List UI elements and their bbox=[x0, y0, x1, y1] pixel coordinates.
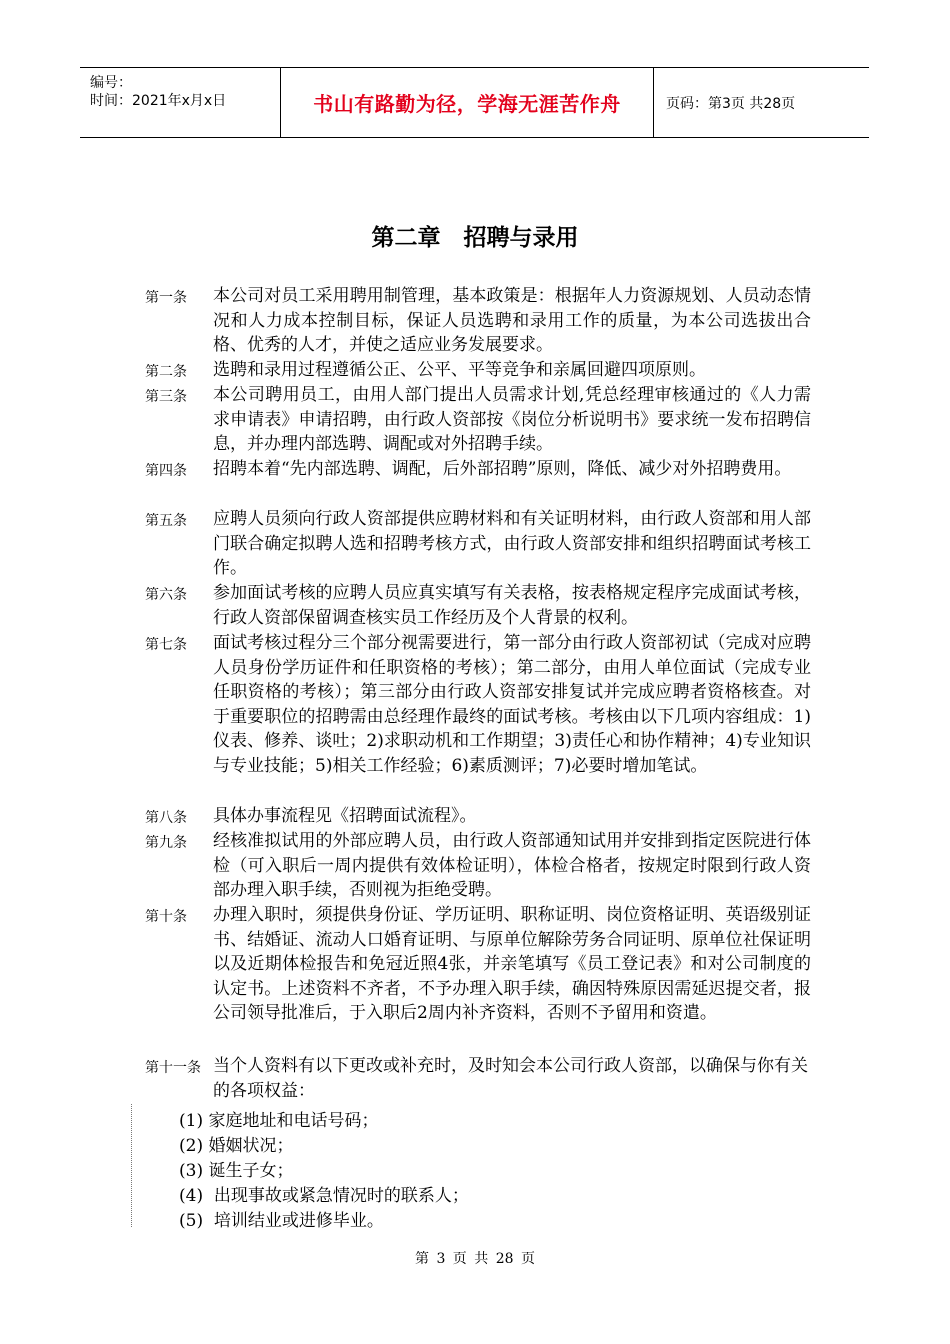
article-2 bbox=[145, 358, 825, 383]
article-label: 第四条 bbox=[145, 463, 187, 479]
article-text: 经核准拟试用的外部应聘人员，由行政人资部通知试用并安排到指定医院进行体检（可入职后一周内提供有效体检证明），体检合格者，按规定时限到行政人资部办理入职手续，否则视为拒绝受聘。 bbox=[213, 831, 811, 901]
article-text: 具体办事流程见《招聘面试流程》。 bbox=[213, 806, 477, 826]
list-item: (4) 出现事故或紧急情况时的联系人； bbox=[179, 1186, 469, 1206]
header-meta bbox=[80, 68, 281, 137]
header-page-info: 页码：第3页 共28页 bbox=[666, 96, 796, 112]
article-label: 第三条 bbox=[145, 389, 187, 405]
article-label: 第八条 bbox=[145, 810, 187, 826]
article-label: 第十条 bbox=[145, 909, 187, 925]
article-11 bbox=[145, 1054, 825, 1103]
header-motto: 书山有路勤为径，学海无涯苦作舟 bbox=[281, 68, 654, 137]
article-10 bbox=[145, 903, 825, 1026]
article-3 bbox=[145, 383, 825, 457]
article-label: 第二条 bbox=[145, 364, 187, 380]
article-text: 招聘本着“先内部选聘、调配，后外部招聘”原则，降低、减少对外招聘费用。 bbox=[213, 459, 792, 479]
chapter-title: 第二章 招聘与录用 bbox=[371, 225, 579, 251]
list-item: (3) 诞生子女； bbox=[179, 1161, 294, 1181]
article-8 bbox=[145, 804, 825, 829]
article-label: 第十一条 bbox=[145, 1060, 201, 1076]
article-label: 第七条 bbox=[145, 637, 187, 653]
article-text: 选聘和录用过程遵循公正、公平、平等竞争和亲属回避四项原则。 bbox=[213, 360, 706, 380]
article-text: 办理入职时，须提供身份证、学历证明、职称证明、岗位资格证明、英语级别证书、结婚证、流动人口婚育证明、与原单位解除劳务合同证明、原单位社保证明以及近期体检报告和免冠近照4张，并亲笔填写《员工登记表》和对公司制度的认定书。上述资料不齐者，不予办理入职手续，确因特殊原因需延迟提交者，报公司领导批准后，于入职后2周内补齐资料，否则不予留用和资遣。 bbox=[213, 905, 811, 1024]
header-time: 时间：2021年x月x日 bbox=[90, 93, 227, 109]
article-label: 第九条 bbox=[145, 835, 187, 851]
header-number: 编号： bbox=[90, 75, 132, 91]
article-text: 应聘人员须向行政人资部提供应聘材料和有关证明材料，由行政人资部和用人部门联合确定拟聘人选和招聘考核方式，由行政人资部安排和组织招聘面试考核工作。 bbox=[213, 509, 811, 579]
article-6 bbox=[145, 581, 825, 630]
page-header bbox=[80, 67, 869, 138]
article-9 bbox=[145, 829, 825, 903]
article-4 bbox=[145, 457, 825, 482]
article-label: 第五条 bbox=[145, 513, 187, 529]
article-label: 第一条 bbox=[145, 290, 187, 306]
article-7 bbox=[145, 631, 825, 779]
article-label: 第六条 bbox=[145, 587, 187, 603]
article-text: 当个人资料有以下更改或补充时，及时知会本公司行政人资部，以确保与你有关的各项权益： bbox=[213, 1056, 808, 1101]
article-text: 面试考核过程分三个部分视需要进行，第一部分由行政人资部初试（完成对应聘人员身份学历证件和任职资格的考核）；第二部分，由用人单位面试（完成专业任职资格的考核）；第三部分由行政人资部安排复试并完成应聘者资格核查。对于重要职位的招聘需由总经理作最终的面试考核。考核由以下几项内容组成：1)仪表、修养、谈吐；2)求职动机和工作期望；3)责任心和协作精神；4)专业知识与专业技能；5)相关工作经验；6)素质测评；7)必要时增加笔试。 bbox=[213, 633, 811, 776]
article-text: 本公司聘用员工，由用人部门提出人员需求计划,凭总经理审核通过的《人力需求申请表》申请招聘，由行政人资部按《岗位分析说明书》要求统一发布招聘信息，并办理内部选聘、调配或对外招聘手续。 bbox=[213, 385, 811, 455]
page-footer: 第 3 页 共 28 页 bbox=[415, 1251, 535, 1267]
article-1 bbox=[145, 284, 825, 358]
list-item: (5) 培训结业或进修毕业。 bbox=[179, 1211, 384, 1231]
list-margin-marker bbox=[131, 1104, 132, 1227]
list-item: (1) 家庭地址和电话号码； bbox=[179, 1111, 379, 1131]
article-5 bbox=[145, 507, 825, 581]
article-text: 参加面试考核的应聘人员应真实填写有关表格，按表格规定程序完成面试考核，行政人资部保留调查核实员工作经历及个人背景的权利。 bbox=[213, 583, 811, 628]
list-item: (2) 婚姻状况； bbox=[179, 1136, 294, 1156]
article-text: 本公司对员工采用聘用制管理，基本政策是：根据年人力资源规划、人员动态情况和人力成本控制目标，保证人员选聘和录用工作的质量，为本公司选拔出合格、优秀的人才，并使之适应业务发展要求。 bbox=[213, 286, 811, 356]
